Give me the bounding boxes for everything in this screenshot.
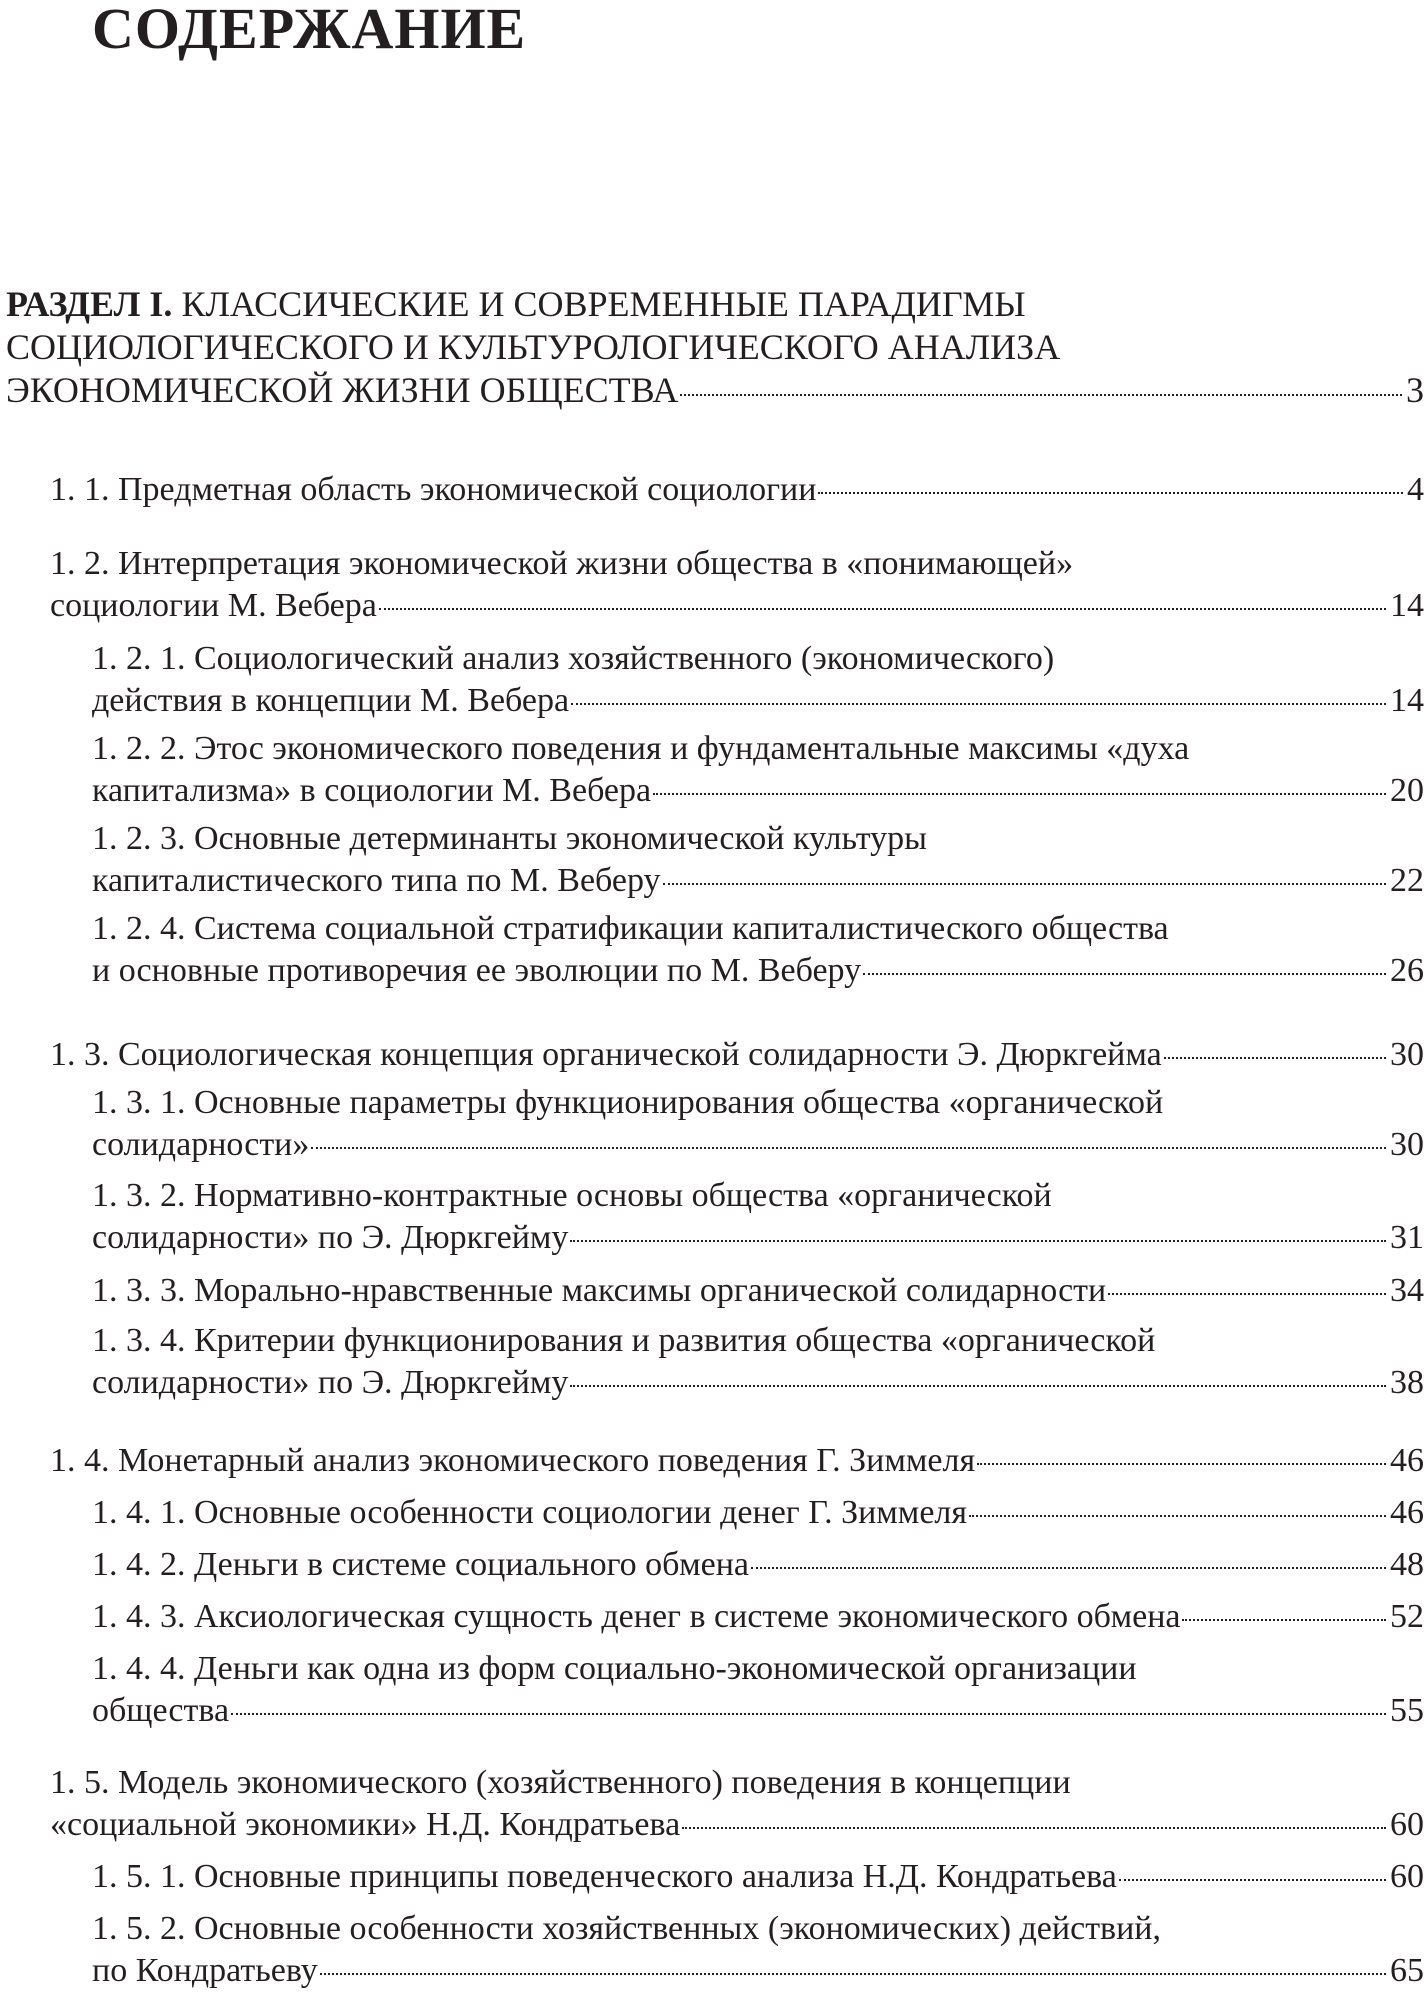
section-title-part-3: ЭКОНОМИЧЕСКОЙ ЖИЗНИ ОБЩЕСТВА <box>6 370 679 410</box>
entry-title: 1. 3. 3. Морально-нравственные максимы органической солидарности <box>92 1272 1107 1309</box>
page-number: 55 <box>1390 1692 1424 1729</box>
toc-entry-1-4-4[interactable] <box>92 1648 1424 1732</box>
entry-title: 1. 1. Предметная область экономической социологии <box>50 471 817 508</box>
section-title-part-1: КЛАССИЧЕСКИЕ И СОВРЕМЕННЫЕ ПАРАДИГМЫ <box>172 284 1026 324</box>
dot-leader <box>1119 1879 1386 1881</box>
page-number: 20 <box>1390 772 1424 809</box>
toc-entry-1-2-2[interactable] <box>92 728 1424 812</box>
page-number: 38 <box>1390 1364 1424 1401</box>
toc-entry-1-4-3[interactable] <box>92 1596 1424 1638</box>
entry-title-continued: солидарности» <box>92 1126 310 1163</box>
toc-entry-1-3-1[interactable] <box>92 1082 1424 1166</box>
section-heading[interactable] <box>6 283 1424 412</box>
dot-leader <box>663 883 1386 885</box>
page-number: 48 <box>1390 1546 1424 1583</box>
page-number: 26 <box>1390 952 1424 989</box>
entry-title-continued: солидарности» по Э. Дюркгейму <box>92 1219 569 1256</box>
section-heading-line-1 <box>6 283 1424 326</box>
dot-leader <box>311 1147 1386 1149</box>
dot-leader <box>570 1240 1386 1242</box>
toc-entry-1-2[interactable] <box>50 543 1424 627</box>
toc-entry-1-3-3[interactable] <box>92 1270 1424 1312</box>
page-number: 4 <box>1407 471 1424 508</box>
toc-entry-1-5-2[interactable] <box>92 1908 1424 1992</box>
page-number: 65 <box>1390 1952 1424 1989</box>
toc-entry-1-1[interactable] <box>50 469 1424 511</box>
entry-title: 1. 2. 2. Этос экономического поведения и фундаментальные максимы «духа <box>92 730 1190 767</box>
entry-title-continued: и основные противоречия ее эволюции по М. Веберу <box>92 952 862 989</box>
entry-title-continued: «социальной экономики» Н.Д. Кондратьева <box>50 1806 681 1843</box>
page-number: 3 <box>1406 370 1424 410</box>
dot-leader <box>571 703 1386 705</box>
dot-leader <box>320 1973 1386 1975</box>
section-title-part-2: СОЦИОЛОГИЧЕСКОГО И КУЛЬТУРОЛОГИЧЕСКОГО АНАЛИЗА <box>6 327 1061 367</box>
dot-leader <box>863 973 1386 975</box>
toc-entry-1-2-3[interactable] <box>92 818 1424 902</box>
dot-leader <box>751 1567 1386 1569</box>
page-number: 14 <box>1390 682 1424 719</box>
entry-title: 1. 2. 1. Социологический анализ хозяйственного (экономического) <box>92 640 1055 677</box>
dot-leader <box>977 1463 1386 1465</box>
entry-title-continued: по Кондратьеву <box>92 1952 318 1989</box>
toc-entry-1-2-4[interactable] <box>92 908 1424 992</box>
entry-title: 1. 4. 1. Основные особенности социологии денег Г. Зиммеля <box>92 1494 968 1531</box>
toc-entry-1-2-1[interactable] <box>92 638 1424 722</box>
toc-entry-1-3-4[interactable] <box>92 1320 1424 1404</box>
dot-leader <box>969 1515 1386 1517</box>
entry-title: 1. 2. 4. Система социальной стратификации капиталистического общества <box>92 910 1169 947</box>
page-number: 46 <box>1390 1442 1424 1479</box>
dot-leader <box>1182 1619 1386 1621</box>
entry-title: 1. 2. Интерпретация экономической жизни общества в «понимающей» <box>50 545 1074 582</box>
dot-leader <box>653 793 1386 795</box>
page-title: СОДЕРЖАНИЕ <box>92 0 527 61</box>
section-heading-line-3 <box>6 369 1424 412</box>
page-number: 30 <box>1390 1126 1424 1163</box>
toc-entry-1-5[interactable] <box>50 1762 1424 1846</box>
entry-title: 1. 4. 4. Деньги как одна из форм социально-экономической организации <box>92 1650 1137 1687</box>
toc-entry-1-3[interactable] <box>50 1034 1424 1076</box>
entry-title-continued: капиталистического типа по М. Веберу <box>92 862 661 899</box>
page-number: 46 <box>1390 1494 1424 1531</box>
entry-title-continued: капитализма» в социологии М. Вебера <box>92 772 652 809</box>
toc-entry-1-4-1[interactable] <box>92 1492 1424 1534</box>
page-number: 60 <box>1390 1858 1424 1895</box>
dot-leader <box>231 1713 1386 1715</box>
toc-entry-1-3-2[interactable] <box>92 1175 1424 1259</box>
page-number: 14 <box>1390 587 1424 624</box>
dot-leader <box>818 492 1403 494</box>
entry-title: 1. 2. 3. Основные детерминанты экономической культуры <box>92 820 927 857</box>
page-number: 22 <box>1390 862 1424 899</box>
entry-title: 1. 3. Социологическая концепция органической солидарности Э. Дюркгейма <box>50 1036 1162 1073</box>
dot-leader <box>570 1385 1386 1387</box>
entry-title: 1. 5. 2. Основные особенности хозяйственных (экономических) действий, <box>92 1910 1161 1947</box>
toc-entry-1-4[interactable] <box>50 1440 1424 1482</box>
dot-leader <box>1164 1057 1386 1059</box>
dot-leader <box>1108 1293 1386 1295</box>
entry-title: 1. 3. 2. Нормативно-контрактные основы общества «органической <box>92 1177 1052 1214</box>
entry-title-continued: общества <box>92 1692 230 1729</box>
page-number: 31 <box>1390 1219 1424 1256</box>
dot-leader <box>682 1827 1386 1829</box>
toc-entry-1-4-2[interactable] <box>92 1544 1424 1586</box>
section-label: РАЗДЕЛ I. <box>6 284 173 324</box>
entry-title-continued: солидарности» по Э. Дюркгейму <box>92 1364 569 1401</box>
entry-title-continued: социологии М. Вебера <box>50 587 377 624</box>
entry-title: 1. 4. 2. Деньги в системе социального обмена <box>92 1546 750 1583</box>
page-number: 34 <box>1390 1272 1424 1309</box>
entry-title: 1. 5. Модель экономического (хозяйственного) поведения в концепции <box>50 1764 1071 1801</box>
entry-title: 1. 5. 1. Основные принципы поведенческого анализа Н.Д. Кондратьева <box>92 1858 1117 1895</box>
dot-leader <box>379 608 1386 610</box>
dot-leader <box>680 394 1402 396</box>
entry-title: 1. 3. 1. Основные параметры функционирования общества «органической <box>92 1084 1164 1121</box>
entry-title: 1. 4. 3. Аксиологическая сущность денег в системе экономического обмена <box>92 1598 1181 1635</box>
entry-title: 1. 4. Монетарный анализ экономического поведения Г. Зиммеля <box>50 1442 976 1479</box>
entry-title-continued: действия в концепции М. Вебера <box>92 682 570 719</box>
entry-title: 1. 3. 4. Критерии функционирования и развития общества «органической <box>92 1322 1156 1359</box>
page-number: 30 <box>1390 1036 1424 1073</box>
page-number: 52 <box>1390 1598 1424 1635</box>
toc-entry-1-5-1[interactable] <box>92 1856 1424 1898</box>
page-number: 60 <box>1390 1806 1424 1843</box>
